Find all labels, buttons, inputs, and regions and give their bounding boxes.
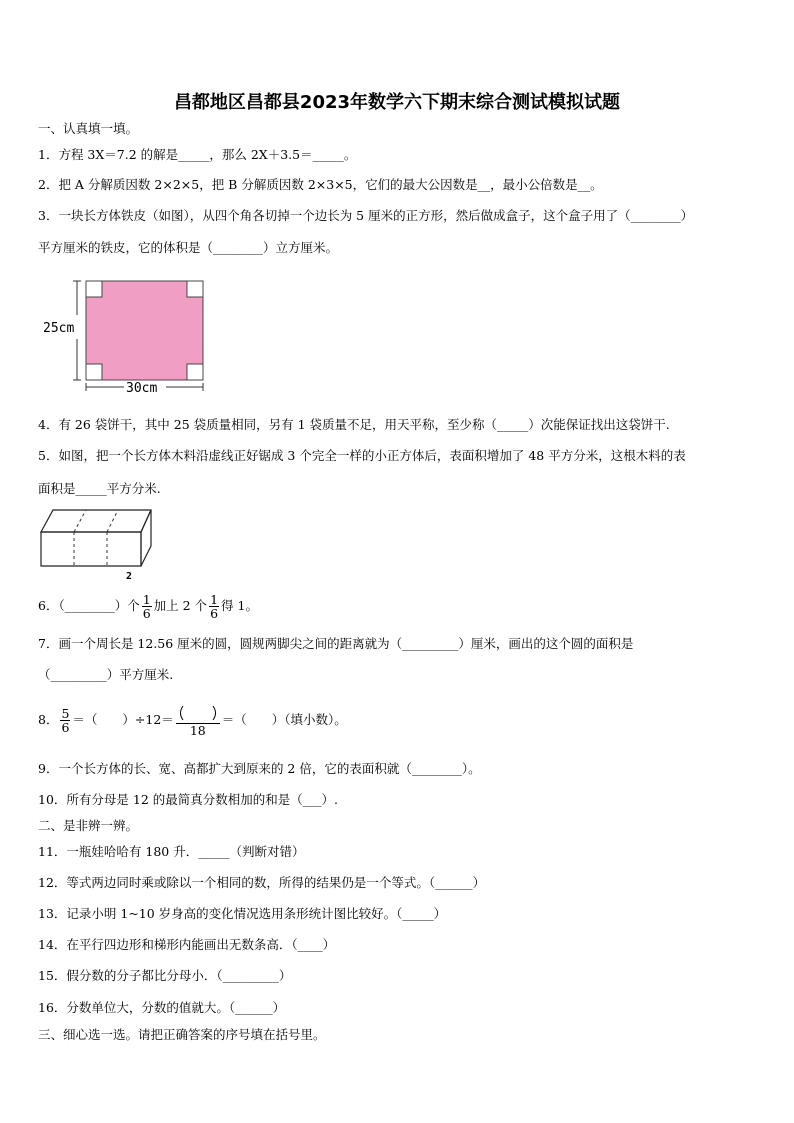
fraction-denominator: 6 <box>142 606 151 621</box>
figure-sheet-cut-corners <box>40 275 220 395</box>
corner-square-tr <box>187 281 203 297</box>
cuboid-label: 2 <box>126 571 133 582</box>
question-3-line-2: 平方厘米的铁皮，它的体积是（________）立方厘米。 <box>38 240 339 255</box>
question-8-part3: ＝（ ）（填小数）。 <box>221 712 347 727</box>
question-15: 15．假分数的分子都比分母小．（_________） <box>38 968 292 983</box>
fraction-five-sixths <box>60 707 70 734</box>
question-6 <box>38 591 258 621</box>
question-8-prefix: 8． <box>38 712 59 727</box>
section-heading-1: 一、认真填一填。 <box>38 121 139 136</box>
question-6-prefix: 6．（________）个 <box>38 598 140 613</box>
question-7-line-1: 7．画一个周长是 12.56 厘米的圆，圆规两脚尖之间的距离就为（_________）厘米，画出的这个圆的面积是 <box>38 636 634 651</box>
cuboid-top-face <box>41 510 151 532</box>
section-heading-3: 三、细心选一选。请把正确答案的序号填在括号里。 <box>38 1027 326 1042</box>
question-1: 1．方程 3X＝7.2 的解是_____，那么 2X＋3.5＝_____。 <box>38 147 357 162</box>
width-label: 30cm <box>126 381 158 395</box>
question-8 <box>38 703 347 737</box>
page-title: 昌都地区昌都县2023年数学六下期末综合测试模拟试题 <box>173 92 621 113</box>
figure-cuboid <box>38 504 158 582</box>
fraction-denominator: 18 <box>189 722 206 738</box>
cut-line-1-top <box>74 510 86 532</box>
question-16: 16．分数单位大，分数的值就大。（______） <box>38 1000 286 1015</box>
corner-square-tl <box>86 281 102 297</box>
question-9: 9．一个长方体的长、宽、高都扩大到原来的 2 倍，它的表面积就（________）。 <box>38 761 481 776</box>
corner-square-bl <box>86 364 102 380</box>
question-7-line-2: （_________）平方厘米. <box>38 667 174 682</box>
fraction-one-sixth-a <box>142 593 152 620</box>
cuboid-side-face <box>141 510 151 566</box>
fraction-one-sixth-b <box>209 593 219 620</box>
question-12: 12．等式两边同时乘或除以一个相同的数，所得的结果仍是一个等式。（______） <box>38 875 486 890</box>
fraction-numerator: 1 <box>210 592 219 607</box>
question-5-line-1: 5．如图，把一个长方体木料沿虚线正好锯成 3 个完全一样的小正方体后，表面积增加了 48 平方分米，这根木料的表 <box>38 448 686 463</box>
section-heading-2: 二、是非辨一辨。 <box>38 818 139 833</box>
blank-parentheses <box>177 705 219 721</box>
cuboid-front-face <box>41 532 141 566</box>
question-2: 2．把 A 分解质因数 2×2×5，把 B 分解质因数 2×3×5，它们的最大公因数是__，最小公倍数是__。 <box>38 177 603 192</box>
question-5-line-2: 面积是_____平方分米. <box>38 481 161 496</box>
question-3-line-1: 3．一块长方体铁皮（如图），从四个角各切掉一个边长为 5 厘米的正方形，然后做成盒子，这个盒子用了（________） <box>38 208 694 223</box>
question-8-part2: ＝（ ）÷12＝ <box>72 712 174 727</box>
question-6-middle: 加上 2 个 <box>153 598 208 613</box>
fraction-numerator: 5 <box>61 706 70 721</box>
question-13: 13．记录小明 1~10 岁身高的变化情况选用条形统计图比较好。（_____） <box>38 906 447 921</box>
sheet-fill <box>86 281 203 380</box>
question-6-suffix: 得 1。 <box>221 598 258 613</box>
question-10: 10．所有分母是 12 的最简真分数相加的和是（___）. <box>38 792 338 807</box>
fraction-numerator-blank <box>176 705 220 724</box>
height-label: 25cm <box>43 321 75 336</box>
fraction-denominator: 6 <box>61 720 70 735</box>
question-11: 11．一瓶娃哈哈有 180 升．_____（判断对错） <box>38 844 305 859</box>
question-14: 14．在平行四边形和梯形内能画出无数条高．（____） <box>38 937 336 952</box>
corner-square-br <box>187 364 203 380</box>
fraction-denominator: 6 <box>210 606 219 621</box>
question-4: 4．有 26 袋饼干，其中 25 袋质量相同，另有 1 袋质量不足，用天平称，至少称（_____）次能保证找出这袋饼干. <box>38 417 670 432</box>
fraction-blank-over-18 <box>176 705 220 737</box>
fraction-numerator: 1 <box>142 592 151 607</box>
cut-line-2-top <box>107 510 118 532</box>
